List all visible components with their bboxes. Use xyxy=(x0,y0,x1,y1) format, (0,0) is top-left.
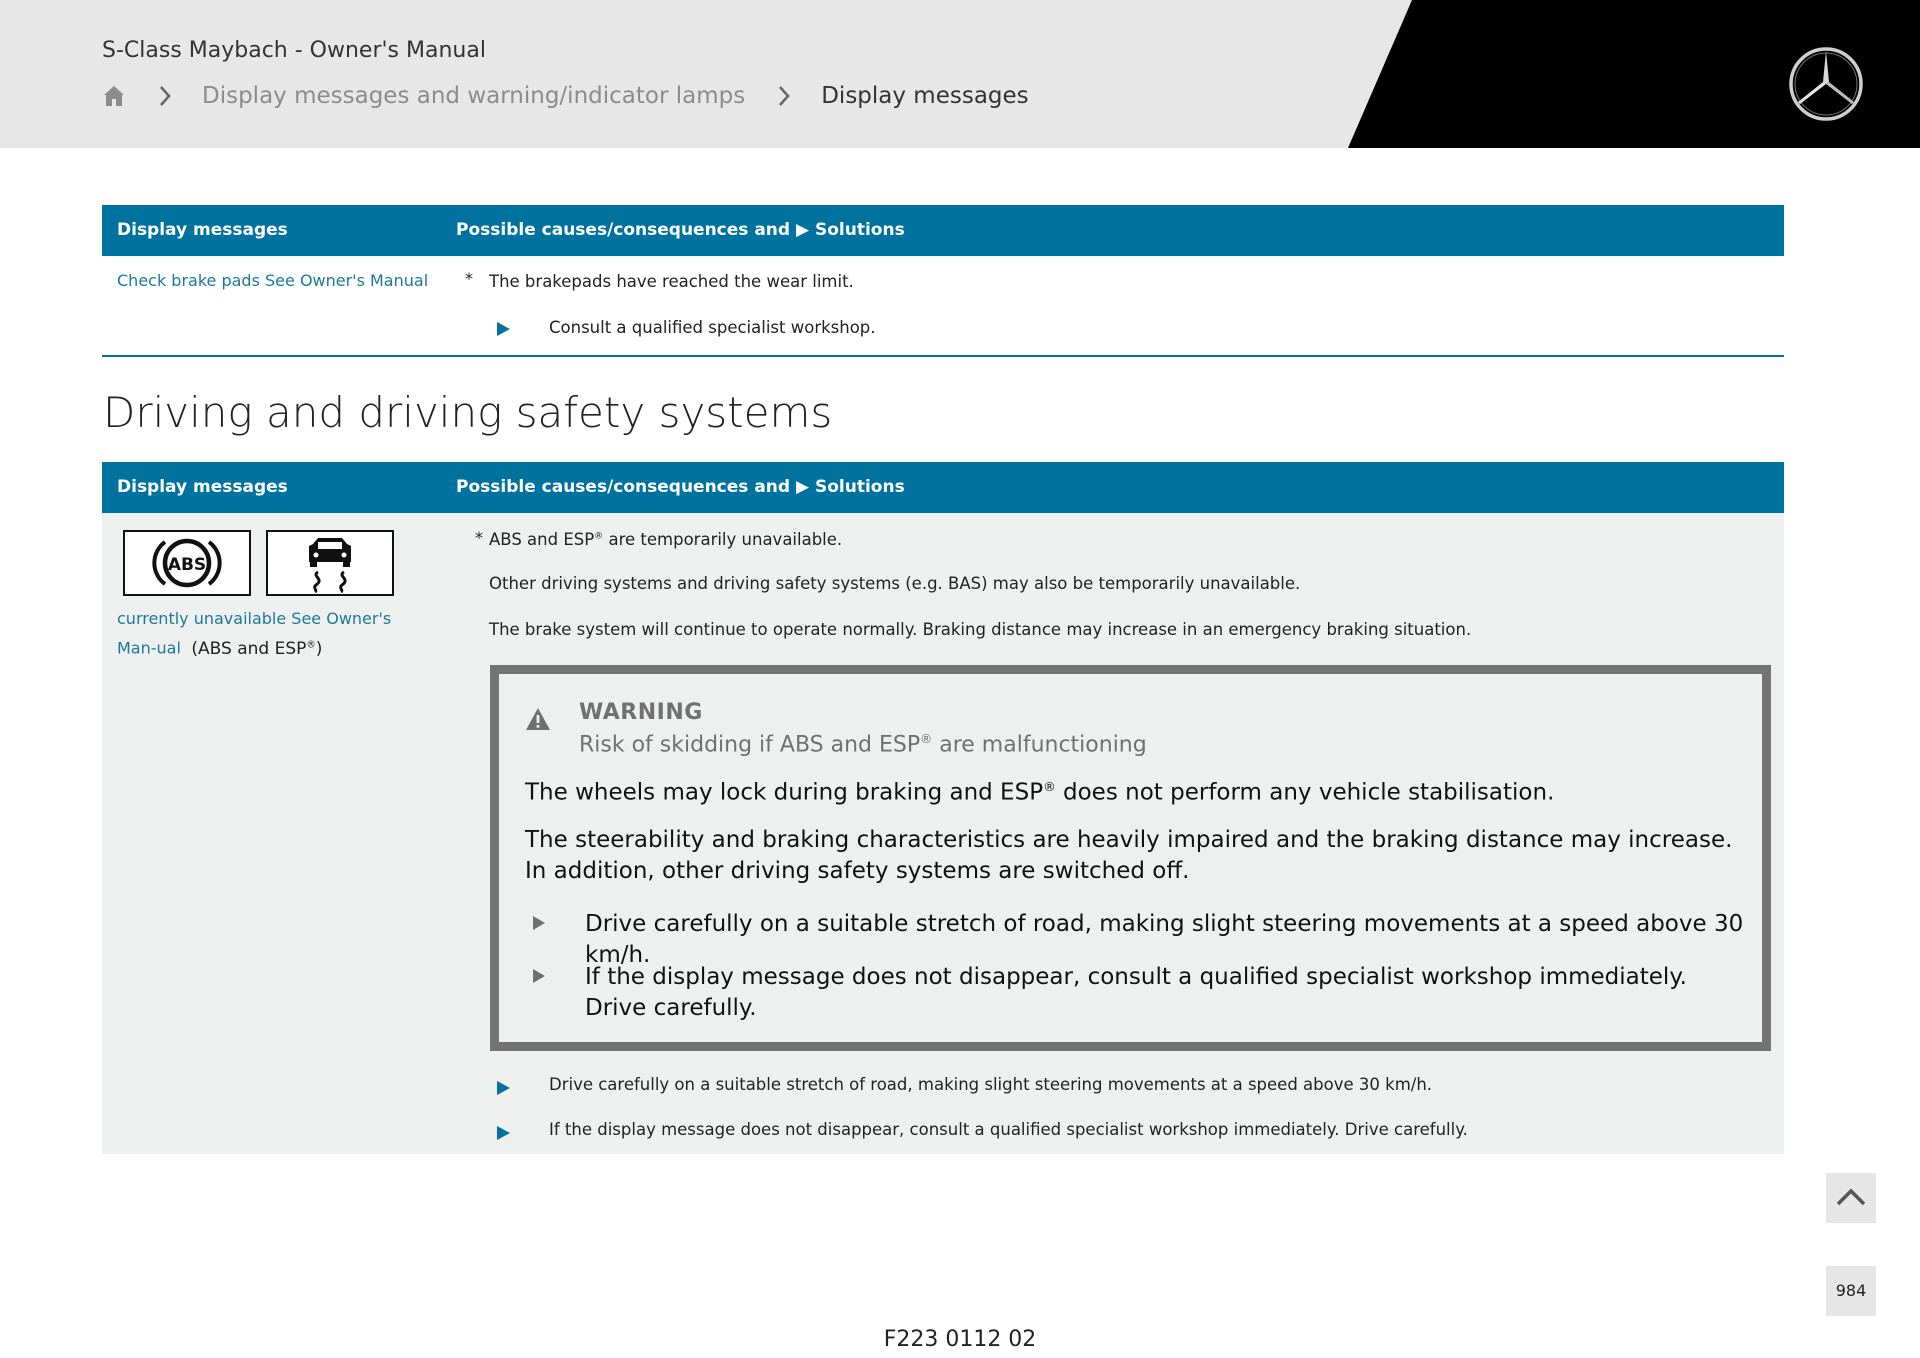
table-header xyxy=(102,205,1784,256)
cause-brake-system: The brake system will continue to operate normally. Braking distance may increase in an emergency braking situation. xyxy=(489,620,1472,639)
warning-paragraph-1: The wheels may lock during braking and ESP® does not perform any vehicle stabilisation. xyxy=(525,779,1555,806)
warning-heading: WARNING xyxy=(579,700,703,725)
cause-abs-esp-unavailable: ABS and ESP® are temporarily unavailable. xyxy=(489,530,843,549)
unavailable-message xyxy=(117,606,417,662)
unavailable-link[interactable]: currently unavailable See Owner's Man-ual xyxy=(117,609,392,658)
chevron-right-icon xyxy=(158,85,172,107)
warning-step-1: Drive carefully on a suitable stretch of road, making slight steering movements at a speed above 30 km/h. xyxy=(585,911,1744,968)
column-header-causes-solutions: Possible causes/consequences and ▶ Solutions xyxy=(456,477,905,497)
warning-step-2: If the display message does not disappear, consult a qualified specialist workshop immediately. Drive carefully. xyxy=(585,964,1687,1021)
bullet-asterisk: * xyxy=(475,528,483,547)
mercedes-star-logo-icon xyxy=(1788,46,1864,122)
page-number-button[interactable]: 984 xyxy=(1826,1266,1876,1316)
column-header-display-messages: Display messages xyxy=(117,220,288,240)
esp-skid-icon xyxy=(266,530,394,596)
abs-esp-suffix: (ABS and ESP®) xyxy=(191,638,323,659)
warning-paragraph-2: The steerability and braking characteristics are heavily impaired and the braking distance may increase. In addition, other driving safety systems are switched off. xyxy=(525,827,1733,884)
driving-safety-table xyxy=(102,462,1784,1154)
solution-text-1: Drive carefully on a suitable stretch of road, making slight steering movements at a speed above 30 km/h. xyxy=(549,1075,1433,1094)
cause-text: The brakepads have reached the wear limit. xyxy=(489,272,854,291)
warning-box xyxy=(490,665,1771,1051)
abs-warning-icon xyxy=(123,530,251,596)
chevron-right-icon xyxy=(777,85,791,107)
bullet-asterisk: * xyxy=(465,269,473,288)
check-brake-pads-link[interactable]: Check brake pads See Owner's Manual xyxy=(117,271,429,290)
cause-other-systems: Other driving systems and driving safety systems (e.g. BAS) may also be temporarily unavailable. xyxy=(489,574,1301,593)
solution-text-2: If the display message does not disappear, consult a qualified specialist workshop immediately. Drive carefully. xyxy=(549,1120,1468,1139)
svg-text:ABS: ABS xyxy=(167,555,207,575)
warning-triangle-icon xyxy=(525,707,551,731)
column-header-causes-solutions: Possible causes/consequences and ▶ Solutions xyxy=(456,220,905,240)
brake-pads-table xyxy=(102,205,1784,357)
step-arrow-icon xyxy=(533,969,545,983)
home-icon[interactable] xyxy=(102,84,126,108)
section-title: Driving and driving safety systems xyxy=(103,388,833,437)
breadcrumb-parent-link[interactable]: Display messages and warning/indicator lamps xyxy=(202,83,746,109)
column-header-display-messages: Display messages xyxy=(117,477,288,497)
solution-text: Consult a qualified specialist workshop. xyxy=(549,318,876,337)
breadcrumb-current: Display messages xyxy=(821,83,1029,109)
manual-title: S-Class Maybach - Owner's Manual xyxy=(102,38,486,63)
document-code: F223 0112 02 xyxy=(883,1327,1037,1352)
solution-arrow-icon xyxy=(497,1081,510,1095)
scroll-to-top-button[interactable] xyxy=(1826,1173,1876,1223)
breadcrumb xyxy=(102,78,1029,114)
table-header xyxy=(102,462,1784,513)
step-arrow-icon xyxy=(533,916,545,930)
solution-arrow-icon xyxy=(497,322,510,336)
solution-arrow-icon xyxy=(497,1126,510,1140)
warning-subheading: Risk of skidding if ABS and ESP® are malfunctioning xyxy=(579,732,1147,758)
